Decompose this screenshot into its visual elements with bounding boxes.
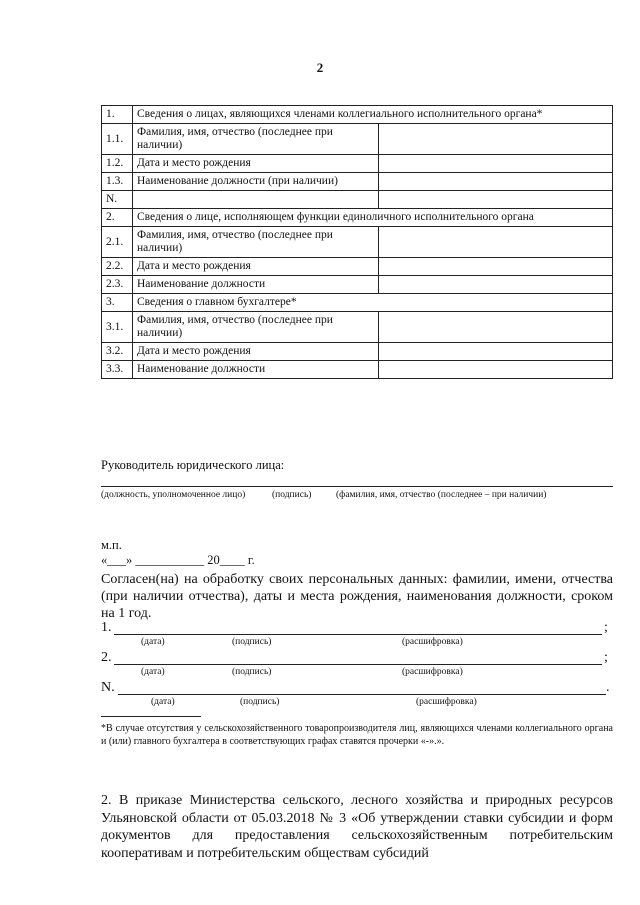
consent-line-end: . [606,680,610,695]
consent-line [114,634,602,635]
caption-name: (фамилия, имя, отчество (последнее – при наличии) [336,490,547,500]
consent-line-label: 2. [101,650,112,665]
page-number: 2 [316,60,324,75]
consent-line [114,664,602,665]
row-label: Фамилия, имя, отчество (последнее при наличии) [133,227,379,258]
row-value-cell[interactable] [379,258,613,276]
table-row [102,258,613,276]
caption-sign: (подпись) [232,667,272,677]
table-row [102,227,613,258]
table-row [102,361,613,379]
row-number: 3.1. [102,312,133,343]
caption-decode: (расшифровка) [402,637,463,647]
table-row [102,276,613,294]
consent-line-label: N. [101,680,115,695]
table-row [102,173,613,191]
row-number: 2.1. [102,227,133,258]
caption-decode: (расшифровка) [402,667,463,677]
row-value-cell[interactable] [379,191,613,209]
table-row [102,312,613,343]
row-number: N. [102,191,133,209]
caption-date: (дата) [151,697,175,707]
table-row [102,191,613,209]
row-number: 2.2. [102,258,133,276]
caption-signature: (подпись) [272,490,312,500]
row-label: Наименование должности (при наличии) [133,173,379,191]
row-label: Дата и место рождения [133,343,379,361]
row-number: 2.3. [102,276,133,294]
row-label: Наименование должности [133,276,379,294]
row-number: 3. [102,294,133,312]
date-line: «___» ___________ 20____ г. [101,553,255,567]
row-label [133,191,379,209]
caption-date: (дата) [141,667,165,677]
section-row [102,209,613,227]
row-value-cell[interactable] [379,312,613,343]
row-value-cell[interactable] [379,124,613,155]
table-row [102,124,613,155]
caption-position: (должность, уполномоченное лицо) [101,490,246,500]
row-value-cell[interactable] [379,155,613,173]
caption-decode: (расшифровка) [416,697,477,707]
footnote: *В случае отсутствия у сельскохозяйственного товаропроизводителя лиц, являющихся членами коллегиального органа и (или) главного бухгалтера в соответствующих графах ставятся прочерки «-».». [101,723,613,747]
row-label: Фамилия, имя, отчество (последнее при наличии) [133,312,379,343]
stamp-place: м.п. [101,538,122,552]
footnote-separator [101,716,201,717]
main-paragraph: 2. В приказе Министерства сельского, лесного хозяйства и природных ресурсов Ульяновской области от 05.03.2018 № 3 «Об утверждении ставки субсидии и форм документов для предоставления сельскохозяйственным потребительским кооперативам и потребительским обществам субсидий [101,793,613,861]
signature-line [101,486,613,487]
row-value-cell[interactable] [379,343,613,361]
row-value-cell[interactable] [379,361,613,379]
signature-title: Руководитель юридического лица: [101,458,285,472]
row-value-cell[interactable] [379,276,613,294]
row-label: Сведения о главном бухгалтере* [133,294,613,312]
section-row [102,106,613,124]
consent-line-end: ; [604,620,608,635]
row-label: Наименование должности [133,361,379,379]
row-value-cell[interactable] [379,227,613,258]
caption-date: (дата) [141,637,165,647]
personnel-table-body [102,106,613,379]
section-row [102,294,613,312]
row-number: 1.1. [102,124,133,155]
row-label: Дата и место рождения [133,155,379,173]
caption-sign: (подпись) [240,697,280,707]
consent-line-label: 1. [101,620,112,635]
consent-line-end: ; [604,650,608,665]
personnel-table [101,105,613,379]
row-value-cell[interactable] [379,173,613,191]
row-label: Сведения о лице, исполняющем функции единоличного исполнительного органа [133,209,613,227]
row-number: 1. [102,106,133,124]
row-number: 2. [102,209,133,227]
consent-line [118,694,606,695]
table-row [102,343,613,361]
row-number: 3.2. [102,343,133,361]
row-number: 1.2. [102,155,133,173]
table-row [102,155,613,173]
row-label: Фамилия, имя, отчество (последнее при наличии) [133,124,379,155]
caption-sign: (подпись) [232,637,272,647]
consent-text: Согласен(на) на обработку своих персональных данных: фамилии, имени, отчества (при наличии отчества), даты и места рождения, наименования должности, сроком на 1 год. [101,572,613,621]
row-number: 3.3. [102,361,133,379]
row-label: Сведения о лицах, являющихся членами коллегиального исполнительного органа* [133,106,613,124]
row-number: 1.3. [102,173,133,191]
row-label: Дата и место рождения [133,258,379,276]
